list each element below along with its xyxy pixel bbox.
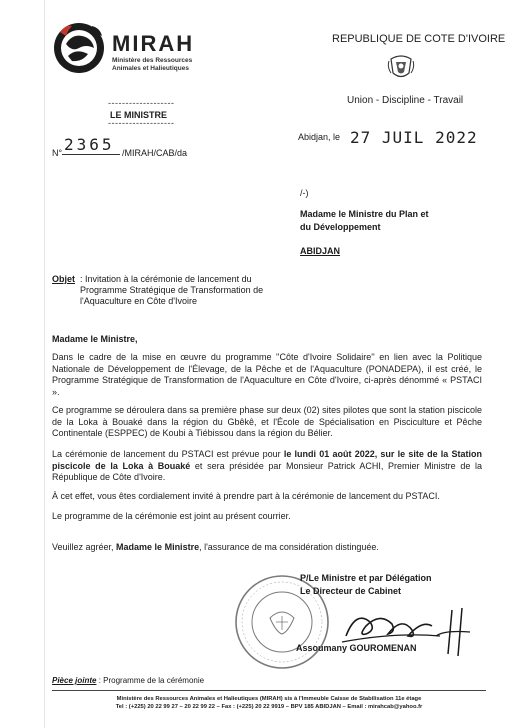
footer-address: Ministère des Ressources Animales et Halieutiques (MIRAH) sis à l'Immeuble Caisse de Stabilisation 11e étage bbox=[116, 696, 422, 702]
attachment-note bbox=[52, 676, 204, 685]
paragraph-3 bbox=[52, 449, 482, 484]
closing-c: , l'assurance de ma considération distinguée. bbox=[199, 542, 379, 552]
subject-label: Objet bbox=[52, 274, 76, 284]
reference-underline bbox=[62, 154, 120, 155]
signatory-name: Assoumany GOUROMENAN bbox=[296, 643, 417, 653]
footer bbox=[52, 695, 486, 711]
letter-date: 27 JUIL 2022 bbox=[350, 128, 478, 147]
salutation: Madame le Ministre, bbox=[52, 334, 138, 344]
mirah-logo-icon bbox=[52, 18, 110, 80]
divider-top: ------------------- bbox=[108, 98, 175, 108]
recipient-mark: /-) bbox=[300, 188, 309, 198]
footer-contact: Tel : (+225) 20 22 99 27 – 20 22 99 22 – Fax : (+225) 20 22 9919 – BPV 185 ABIDJAN – Email : mirahcab@yahoo.fr bbox=[115, 704, 423, 710]
attachment-label: Pièce jointe bbox=[52, 676, 97, 685]
recipient-line-2: du Développement bbox=[300, 222, 381, 232]
attachment-text: : Programme de la cérémonie bbox=[96, 676, 205, 685]
closing-a: Veuillez agréer, bbox=[52, 542, 117, 552]
national-motto: Union - Discipline - Travail bbox=[347, 95, 464, 106]
paragraph-5: Le programme de la cérémonie est joint au présent courrier. bbox=[52, 511, 291, 521]
paragraph-1: Dans le cadre de la mise en œuvre du programme ''Côte d'Ivoire Solidaire'' en lien avec la Politique Nationale de Développement de l'Élevage, de la Pêche et de l'Aquaculture (PONADEPA), il est créé, le Programme Stratégique de Transformation de l'Aquaculture en Côte d'Ivoire, ci-après dénommé « PSTACI ». bbox=[52, 352, 482, 397]
paragraph-3-c: et sera présidée par Monsieur Patrick ACHI, Premier Ministre de la République de Côte d'Ivoire. bbox=[52, 460, 482, 482]
paragraph-3-emphasis: le lundi 01 août 2022, sur le site de la Station piscicole de la Loka à Bouaké bbox=[52, 449, 482, 471]
recipient-block bbox=[300, 208, 460, 234]
paragraph-4: À cet effet, vous êtes cordialement invité à prendre part à la cérémonie de lancement du PSTACI. bbox=[52, 491, 440, 501]
minister-heading: LE MINISTRE bbox=[110, 110, 168, 120]
org-subtitle: Ministère des Ressources Animales et Halieutiques bbox=[112, 57, 193, 72]
coat-of-arms-icon bbox=[387, 53, 415, 81]
republic-title: REPUBLIQUE DE COTE D'IVOIRE bbox=[332, 33, 506, 45]
recipient-line-1: Madame le Ministre du Plan et bbox=[300, 209, 429, 219]
signatory-title bbox=[300, 572, 432, 598]
org-name: MIRAH bbox=[112, 31, 195, 56]
signatory-line-2: Le Directeur de Cabinet bbox=[300, 586, 402, 596]
subject-text: : Invitation à la cérémonie de lancement du Programme Stratégique de Transformation de l'Aquaculture en Côte d'Ivoire bbox=[80, 274, 264, 306]
paragraph-2: Ce programme se déroulera dans sa première phase sur deux (02) sites pilotes que sont la station piscicole de la Loka à Bouaké dans la région du Gbêkê, et l'École de Spécialisation en Pisciculture et Pêche Continentale (ESPPEC) de Koubi à Tiébissou dans la région du Bélier. bbox=[52, 405, 482, 438]
place-label: Abidjan, le bbox=[298, 132, 341, 142]
recipient-city: ABIDJAN bbox=[300, 246, 341, 256]
reference-suffix: /MIRAH/CAB/da bbox=[122, 148, 188, 158]
margin-line bbox=[44, 0, 45, 728]
paragraph-3-a: La cérémonie de lancement du PSTACI est prévue pour bbox=[52, 449, 284, 459]
reference-number: 2365 bbox=[64, 135, 115, 154]
closing-emphasis: Madame le Ministre bbox=[116, 542, 200, 552]
footer-divider bbox=[52, 690, 486, 691]
signatory-line-1: P/Le Ministre et par Délégation bbox=[300, 573, 432, 583]
divider-bottom: ------------------- bbox=[108, 118, 175, 128]
reference-prefix: N° bbox=[52, 148, 63, 158]
closing-paragraph bbox=[52, 542, 482, 554]
